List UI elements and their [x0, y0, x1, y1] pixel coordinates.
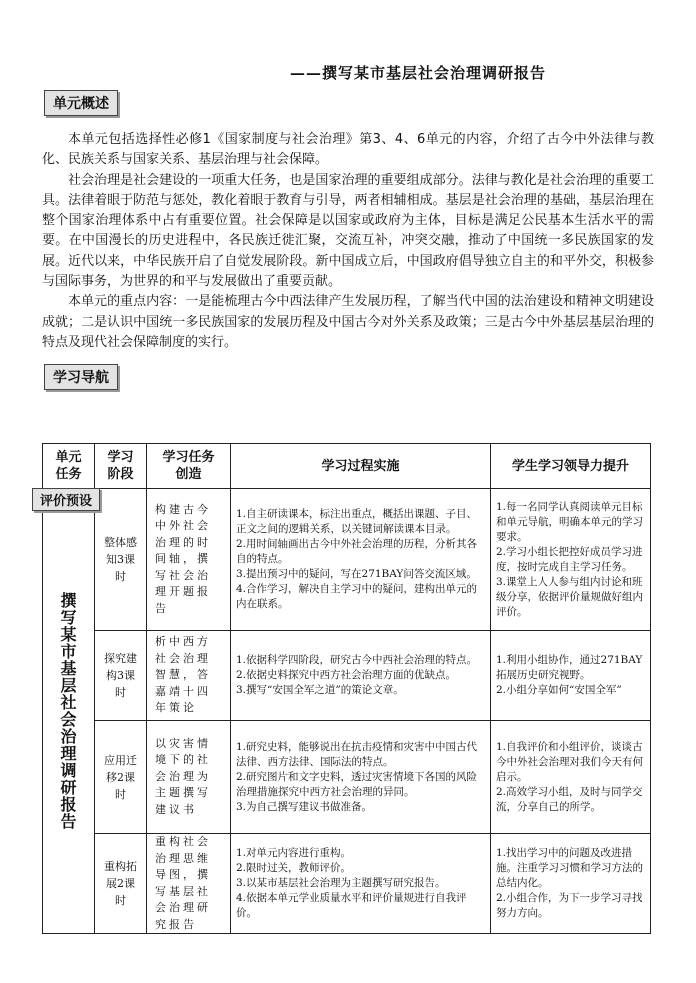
column-header: 学习任务创造 [147, 444, 231, 489]
list-item: 2.小组合作，为下一步学习寻找努力方向。 [496, 892, 643, 919]
task-cell: 构建古今中外社会治理的时间轴，撰写社会治理开题报告 [147, 489, 231, 631]
stage-cell: 探究建构3课时 [95, 631, 147, 721]
list-item: 1.利用小组协作，通过271BAY拓展历史研究视野。 [496, 654, 643, 681]
list-item: 3.撰写“安国全军之道”的策论文章。 [236, 684, 404, 696]
overview-paragraph: 社会治理是社会建设的一项重大任务，也是国家治理的重要组成部分。法律与教化是社会治理的重要工具。法律着眼于防范与惩处，教化着眼于教育与引导，两者相辅相成。基层是社会治理的基础，基层治理在整个国家治理体系中占有重要位置。社会保障是以国家或政府为主体，目标是满足公民基本生活水平的需要。在中国漫长的历史进程中，各民族迁徙汇聚，交流互补，冲突交融，推动了中国统一多民族国家的发展。近代以来，中华民族开启了自觉发展阶段。新中国成立后，中国政府倡导独立自主的和平外交，积极参与国际事务，为世界的和平与发展做出了重要贡献。 [42, 172, 654, 290]
stage-cell: 重构拓展2课时 [95, 834, 147, 934]
learning-plan-table [42, 443, 651, 934]
section-heading-overview: 单元概述 [44, 90, 118, 116]
list-item: 1.自主研读课本，标注出重点，概括出课题、子目、正文之间的逻辑关系，以关键词解读课本目录。 [236, 508, 478, 535]
list-item: 2.依据史料探究中西方社会治理方面的优缺点。 [236, 669, 457, 681]
list-item: 1.对单元内容进行重构。 [236, 847, 352, 859]
list-item: 1.找出学习中的问题及改进措施。注重学习习惯和学习方法的总结内化。 [496, 847, 643, 889]
list-item: 1.自我评价和小组评价，谈谈古今中外社会治理对我们今天有何启示。 [496, 740, 643, 783]
section-heading-eval: 评价预设 [32, 488, 100, 511]
task-cell: 析中西方社会治理智慧，答嘉靖十四年策论 [147, 631, 231, 721]
table-row [43, 489, 651, 631]
table-header-row [43, 444, 651, 489]
list-item: 4.合作学习，解决自主学习中的疑问，建构出单元的内在联系。 [236, 583, 478, 610]
task-cell: 以灾害情境下的社会治理为主题撰写建议书 [147, 721, 231, 834]
overview-paragraph: 本单元包括选择性必修1《国家制度与社会治理》第3、4、6单元的内容，介绍了古今中外法律与教化、民族关系与国家关系、基层治理与社会保障。 [42, 132, 654, 168]
table-row [43, 834, 651, 934]
list-item: 3.以某市基层社会治理为主题撰写研究报告。 [236, 877, 446, 889]
unit-overview-text [42, 130, 654, 353]
list-item: 3.课堂上人人参与组内讨论和班级分享，依据评价量规做好组内评价。 [496, 575, 643, 618]
list-item: 1.依据科学四阶段，研究古今中西社会治理的特点。 [236, 654, 478, 666]
list-item: 2.小组分享如何“安国全军” [496, 684, 622, 696]
list-item: 2.高效学习小组，及时与同学交流，分享自己的所学。 [496, 785, 643, 813]
stage-cell: 应用迁移2课时 [95, 721, 147, 834]
column-header: 学习过程实施 [231, 444, 491, 489]
process-cell [231, 631, 491, 721]
task-cell: 重构社会治理思维导图，撰写基层社会治理研究报告 [147, 834, 231, 934]
column-header: 学生学习领导力提升 [491, 444, 651, 489]
list-item: 1.每一名同学认真阅读单元目标和单元导航，明确本单元的学习要求。 [496, 500, 643, 543]
section-heading-guide: 学习导航 [44, 364, 118, 390]
table-row [43, 631, 651, 721]
leadership-cell [491, 721, 651, 834]
process-cell [231, 489, 491, 631]
list-item: 2.学习小组长把控好成员学习进度，按时完成自主学习任务。 [496, 545, 643, 573]
list-item: 4.依据本单元学业质量水平和评价量规进行自我评价。 [236, 892, 467, 919]
list-item: 3.提出预习中的疑问，写在271BAY问答交流区域。 [236, 568, 477, 580]
list-item: 2.研究图片和文字史料，透过灾害情境下各国的风险治理措施探究中西方社会治理的异同。 [236, 770, 478, 798]
unit-task-cell [43, 489, 95, 934]
list-item: 3.为自己撰写建议书做准备。 [236, 800, 373, 813]
leadership-cell [491, 631, 651, 721]
list-item: 1.研究史料，能够说出在抗击疫情和灾害中中国古代法律、西方法律、国际法的特点。 [236, 740, 478, 768]
leadership-cell [491, 489, 651, 631]
stage-cell: 整体感知3课时 [95, 489, 147, 631]
list-item: 2.用时间轴画出古今中外社会治理的历程，分析其各自的特点。 [236, 538, 478, 565]
column-header: 单元任务 [43, 444, 95, 489]
column-header: 学习阶段 [95, 444, 147, 489]
overview-paragraph: 本单元的重点内容：一是能梳理古今中西法律产生发展历程，了解当代中国的法治建设和精神文明建设成就；二是认识中国统一多民族国家的发展历程及中国古今对外关系及政策；三是古今中外基层基层治理的特点及现代社会保障制度的实行。 [42, 294, 654, 350]
process-cell [231, 721, 491, 834]
list-item: 2.限时过关，教师评价。 [236, 862, 352, 874]
process-cell [231, 834, 491, 934]
unit-task-text: 撰写某市基层社会治理调研报告 [60, 591, 77, 831]
table-row [43, 721, 651, 834]
leadership-cell [491, 834, 651, 934]
page-subtitle: ——撰写某市基层社会治理调研报告 [290, 64, 547, 82]
